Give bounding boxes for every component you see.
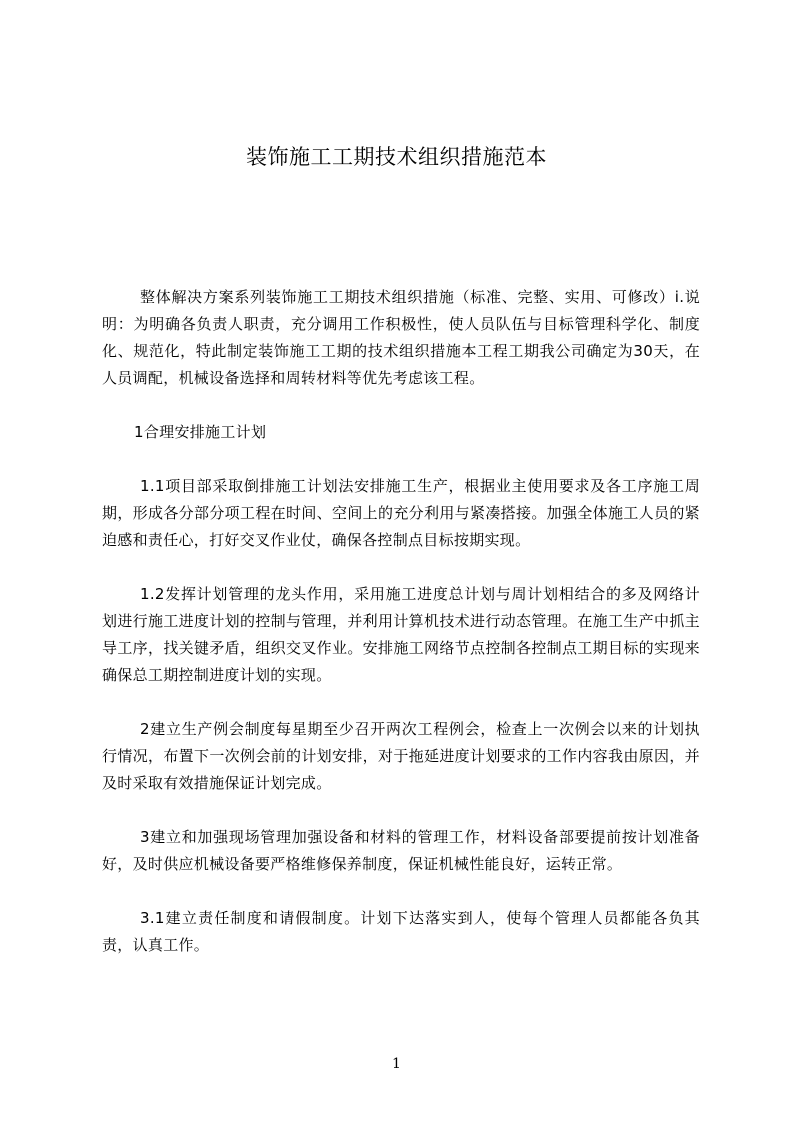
page-number: 1	[392, 1056, 401, 1072]
paragraph-2: 2建立生产例会制度每星期至少召开两次工程例会，检查上一次例会以来的计划执行情况，布置下一次例会前的计划安排，对于拖延进度计划要求的工作内容我由原因，并及时采取有效措施保证计划完成。	[102, 720, 700, 792]
document-body	[102, 284, 700, 986]
paragraph-3: 3建立和加强现场管理加强设备和材料的管理工作，材料设备部要提前按计划准备好，及时供应机械设备要严格维修保养制度，保证机械性能良好，运转正常。	[102, 828, 700, 873]
paragraph-1-2: 1.2发挥计划管理的龙头作用，采用施工进度总计划与周计划相结合的多及网络计划进行施工进度计划的控制与管理，并利用计算机技术进行动态管理。在施工生产中抓主导工序，找关键矛盾，组织交叉作业。安排施工网络节点控制各控制点工期目标的实现来确保总工期控制进度计划的实现。	[102, 585, 700, 684]
paragraph-1-1: 1.1项目部采取倒排施工计划法安排施工生产，根据业主使用要求及各工序施工周期，形成各分部分项工程在时间、空间上的充分利用与紧凑搭接。加强全体施工人员的紧迫感和责任心，打好交叉作业仗，确保各控制点目标按期实现。	[102, 477, 700, 549]
paragraph-intro: 整体解决方案系列装饰施工工期技术组织措施（标准、完整、实用、可修改）i.说明：为明确各负责人职责，充分调用工作积极性，使人员队伍与目标管理科学化、制度化、规范化，特此制定装饰施工工期的技术组织措施本工程工期我公司确定为30天，在人员调配，机械设备选择和周转材料等优先考虑该工程。	[102, 288, 700, 387]
document-title: 装饰施工工期技术组织措施范本	[246, 145, 547, 169]
section-heading-1: 1合理安排施工计划	[134, 423, 267, 441]
paragraph-3-1: 3.1建立责任制度和请假制度。计划下达落实到人，使每个管理人员都能各负其责，认真工作。	[102, 909, 700, 954]
